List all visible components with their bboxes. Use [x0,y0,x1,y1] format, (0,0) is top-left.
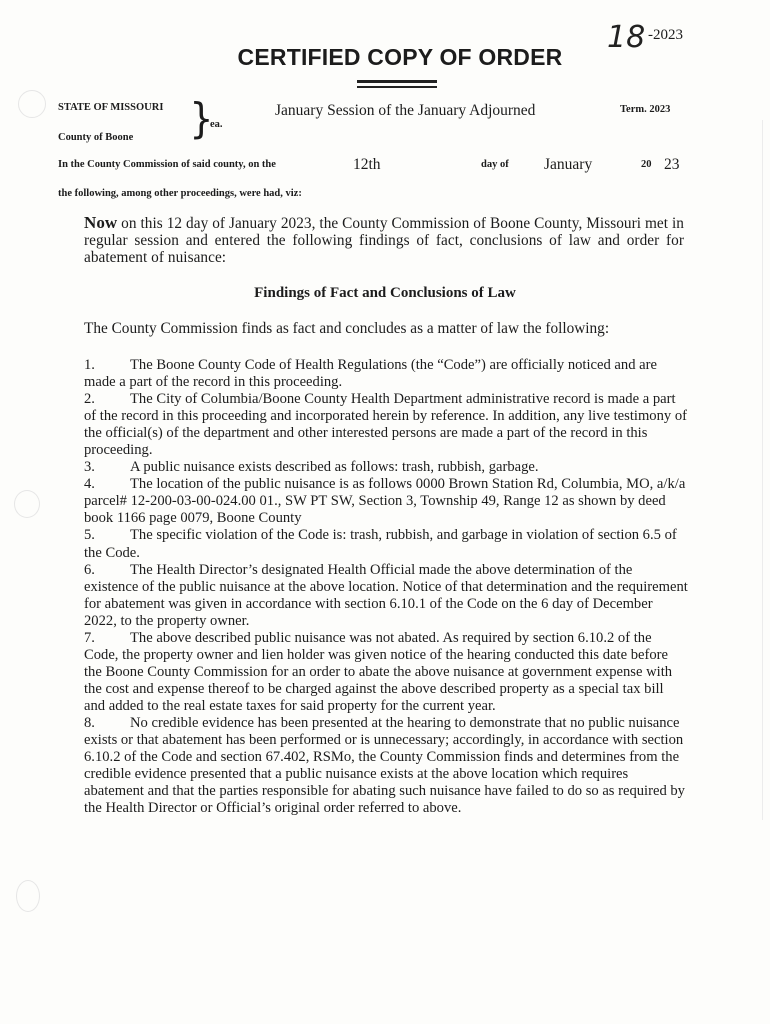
day-of-label: day of [481,159,509,170]
finding-number: 1. [84,357,95,373]
finding-text: A public nuisance exists described as follows: trash, rubbish, garbage. [130,459,539,476]
finding-item [84,391,688,459]
finding-text: The above described public nuisance was not abated. As required by section 6.10.2 of the Code, the property owner and lien holder was given notice of the hearing conducted this date before the Boone County Commission for an order to abate the above nuisance at government expense with the cost and expense thereof to be charged against the above described property as a special tax bill and added to the real estate taxes for said property for the current year. [84,629,673,714]
preamble-now: Now [84,213,118,232]
state-label: STATE OF MISSOURI [58,102,164,113]
year-prefix: 20 [641,159,652,170]
finding-item [84,715,688,817]
finding-text: The Boone County Code of Health Regulations (the “Code”) are officially noticed and are made a part of the record in this proceeding. [84,357,657,391]
day-value: 12th [353,156,381,173]
scan-smudge [14,490,40,518]
finding-number: 3. [84,459,95,476]
term-label-text: Term. 20 [620,104,660,115]
document-title: CERTIFIED COPY OF ORDER [237,44,563,70]
findings-intro: The County Commission finds as fact and concludes as a matter of law the following: [84,320,610,337]
ea-label: ea. [210,119,223,130]
finding-text: No credible evidence has been presented at the hearing to demonstrate that no public nuisance exists or that abatement has been performed or is unnecessary; accordingly, in accordance with section 6.10.2 of the Code and section 67.402, RSMo, the County Commission finds and determines from the credible evidence presented that a public nuisance exists at the above location which requires abatement and that the parties responsible for abating such nuisance have failed to do so as required by the Health Director or Official’s original order referred to above. [84,714,685,817]
month-value: January [544,156,593,173]
finding-number: 5. [84,527,95,544]
handwritten-order-number: 18 [607,20,646,55]
finding-text: The specific violation of the Code is: trash, rubbish, and garbage in violation of section 6.5 of the Code. [84,527,677,561]
year-value: 23 [664,156,680,173]
scan-smudge [16,880,40,912]
finding-number: 6. [84,561,95,578]
term-year: 23 [659,104,671,115]
section-title: Findings of Fact and Conclusions of Law [254,285,516,301]
following-label: the following, among other proceedings, were had, viz: [58,188,302,199]
scan-smudge [18,90,46,118]
finding-item [84,357,688,391]
preamble-paragraph [84,214,684,266]
finding-item [84,630,688,715]
finding-text: The Health Director’s designated Health Official made the above determination of the existence of the public nuisance at the above location. Notice of that determination and the requirement for abatement was given in accordance with section 6.10.1 of the Code on the 6 day of December 2022, to the property owner. [84,561,688,629]
finding-item [84,562,688,630]
county-label: County of Boone [58,132,134,143]
preamble-text: on this 12 day of January 2023, the County Commission of Boone County, Missouri met in regular session and entered the following findings of fact, conclusions of law and order for abatement of nuisance: [84,215,684,266]
finding-text: The location of the public nuisance is as follows 0000 Brown Station Rd, Columbia, MO, a/k/a parcel# 12-200-03-00-024.00 01., SW PT SW, Section 3, Township 49, Range 12 as shown by deed book 1166 page 0079, Boone County [84,476,686,527]
order-year: -2023 [648,27,683,43]
finding-item [84,527,688,561]
title-rule [357,86,437,88]
session-text: January Session of the January Adjourned [275,102,536,119]
term-label [620,104,670,115]
finding-number: 8. [84,714,95,731]
finding-number: 4. [84,476,95,493]
findings-list [84,357,688,817]
scan-edge-line [762,120,763,820]
finding-number: 7. [84,629,95,646]
brace-symbol: } [189,94,214,143]
title-rule [357,80,437,83]
finding-item [84,459,688,476]
finding-item [84,476,688,527]
finding-text: The City of Columbia/Boone County Health Department administrative record is made a part of the record in this proceeding and incorporated herein by reference. In addition, any live testimony of the official(s) of the department and other interested persons are made a part of the record in this proceeding. [84,391,687,459]
finding-number: 2. [84,391,95,408]
commission-label: In the County Commission of said county, on the [58,159,276,170]
